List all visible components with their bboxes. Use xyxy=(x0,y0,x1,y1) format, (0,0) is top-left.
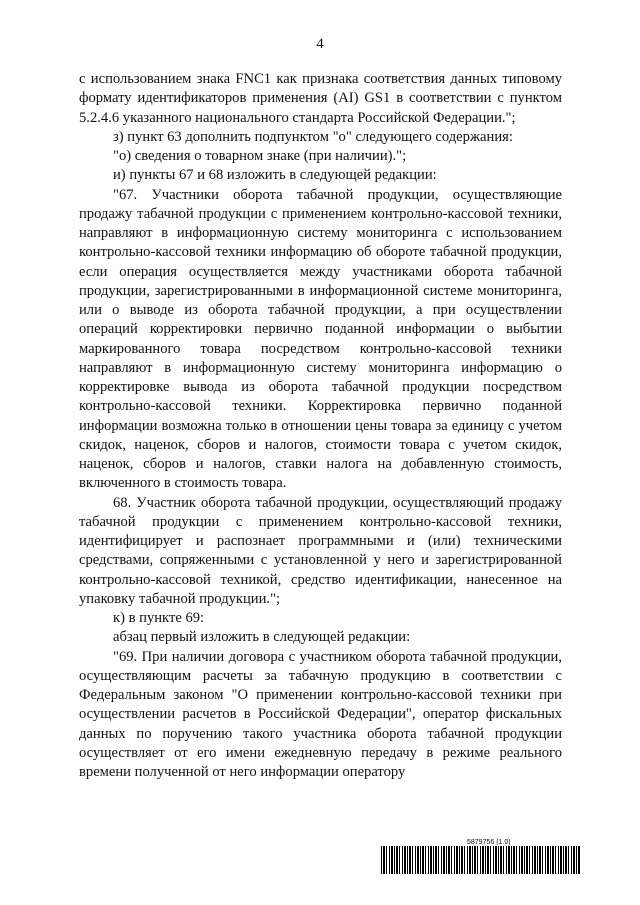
paragraph: 68. Участник оборота табачной продукции, осуществляющий продажу табачной продукции с применением контрольно-кассовой техники, идентифицирует и распознает программными и (или) техническими средствами, сопряженными с установленной у него и зарегистрированной контрольно-кассовой техникой, средство идентификации, нанесенное на упаковку табачной продукции."; xyxy=(79,494,562,607)
barcode-image xyxy=(381,846,581,874)
paragraph: с использованием знака FNC1 как признака соответствия данных типовому формату идентификаторов применения (AI) GS1 в соответствии с пунктом 5.2.4.6 указанного национального стандарта Российской Федерации."; xyxy=(79,71,562,126)
document-code: 5879756 (1.0) xyxy=(467,839,511,846)
paragraph: абзац первый изложить в следующей редакции: xyxy=(113,629,411,646)
paragraph: к) в пункте 69: xyxy=(113,610,205,626)
paragraph: "69. При наличии договора с участником оборота табачной продукции, осуществляющим расчеты за табачную продукцию в соответствии с Федеральным законом "О применении контрольно-кассовой техники при осуществлении расчетов в Российской Федерации", оператор фискальных данных по поручению такого участника оборота табачной продукции осуществляет от его имени ежедневную передачу в режиме реального времени полученной от него информации оператору xyxy=(79,648,562,780)
paragraph: "о) сведения о товарном знаке (при наличии)."; xyxy=(113,148,407,164)
page-number: 4 xyxy=(316,36,324,52)
paragraph: "67. Участники оборота табачной продукции, осуществляющие продажу табачной продукции с применением контрольно-кассовой техники, направляют в информационную систему мониторинга с использованием контрольно-кассовой техники информацию об обороте табачной продукции, если операция осуществляется между участниками оборота табачной продукции, зарегистрированными в информационной системе мониторинга, или о выводе из оборота табачной продукции, а при осуществлении операций корректировки первично поданной информации о выбытии маркированного товара посредством контрольно-кассовой техники направляют в информационную систему мониторинга информацию о корректировке вывода из оборота табачной продукции посредством контрольно-кассовой техники. Корректировка первично поданной информации возможна только в отношении цены товара за единицу с учетом скидок, наценок, сборов и налогов, стоимости товара с учетом скидок, наценок, сборов и налогов, ставки налога на добавленную стоимость, включенного в стоимость товара. xyxy=(79,186,562,492)
document-body xyxy=(79,70,562,782)
paragraph: з) пункт 63 дополнить подпунктом "о" следующего содержания: xyxy=(113,128,513,145)
paragraph: и) пункты 67 и 68 изложить в следующей редакции: xyxy=(113,167,437,184)
